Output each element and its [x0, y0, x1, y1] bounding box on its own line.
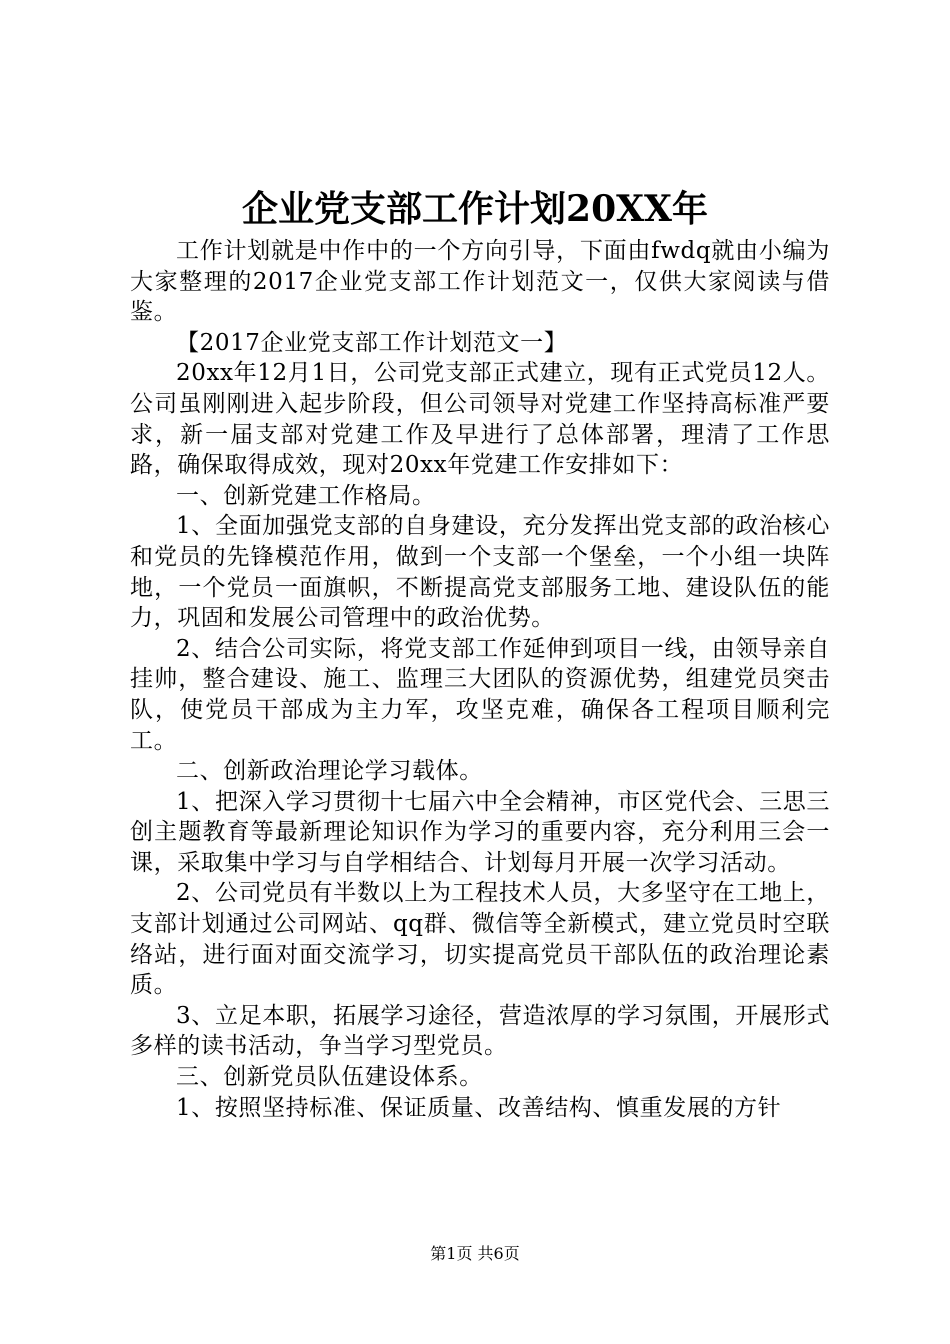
- heading-part-one: 一、创新党建工作格局。: [176, 482, 436, 509]
- paragraph-part-one-item-1: 1、全面加强党支部的自身建设，充分发挥出党支部的政治核心和党员的先锋模范作用，做到一个支部一个堡垒，一个小组一块阵地，一个党员一面旗帜，不断提高党支部服务工地、建设队伍的能力，巩固和发展公司管理中的政治优势。: [130, 513, 830, 632]
- heading-part-two: 二、创新政治理论学习载体。: [176, 758, 483, 785]
- paragraph-part-one-item-2: 2、结合公司实际，将党支部工作延伸到项目一线，由领导亲自挂帅，整合建设、施工、监理三大团队的资源优势，组建党员突击队，使党员干部成为主力军，攻坚克难，确保各工程项目顺利完工。: [130, 635, 830, 754]
- paragraph-part-two-item-3: 3、立足本职，拓展学习途径，营造浓厚的学习氛围，开展形式多样的读书活动，争当学习型党员。: [130, 1002, 830, 1060]
- paragraph-part-three-item-1: 1、按照坚持标准、保证质量、改善结构、慎重发展的方针: [176, 1094, 782, 1121]
- document-title: 企业党支部工作计划20XX年: [242, 188, 708, 230]
- heading-part-three: 三、创新党员队伍建设体系。: [176, 1064, 483, 1091]
- paragraph-part-two-item-2: 2、公司党员有半数以上为工程技术人员，大多坚守在工地上，支部计划通过公司网站、qq群、微信等全新模式，建立党员时空联络站，进行面对面交流学习，切实提高党员干部队伍的政治理论素质。: [130, 880, 830, 999]
- paragraph-section-heading: 【2017企业党支部工作计划范文一】: [176, 329, 568, 356]
- paragraph-part-two-item-1: 1、把深入学习贯彻十七届六中全会精神，市区党代会、三思三创主题教育等最新理论知识作为学习的重要内容，充分利用三会一课，采取集中学习与自学相结合、计划每月开展一次学习活动。: [130, 788, 830, 876]
- paragraph-intro: 工作计划就是中作中的一个方向引导，下面由fwdq就由小编为大家整理的2017企业党支部工作计划范文一，仅供大家阅读与借鉴。: [130, 238, 830, 326]
- page-number-footer: 第1页 共6页: [430, 1244, 520, 1263]
- paragraph-overview: 20xx年12月1日，公司党支部正式建立，现有正式党员12人。公司虽刚刚进入起步阶段，但公司领导对党建工作坚持高标准严要求，新一届支部对党建工作及早进行了总体部署，理清了工作思路，确保取得成效，现对20xx年党建工作安排如下：: [130, 360, 830, 479]
- document-body: [130, 236, 830, 1123]
